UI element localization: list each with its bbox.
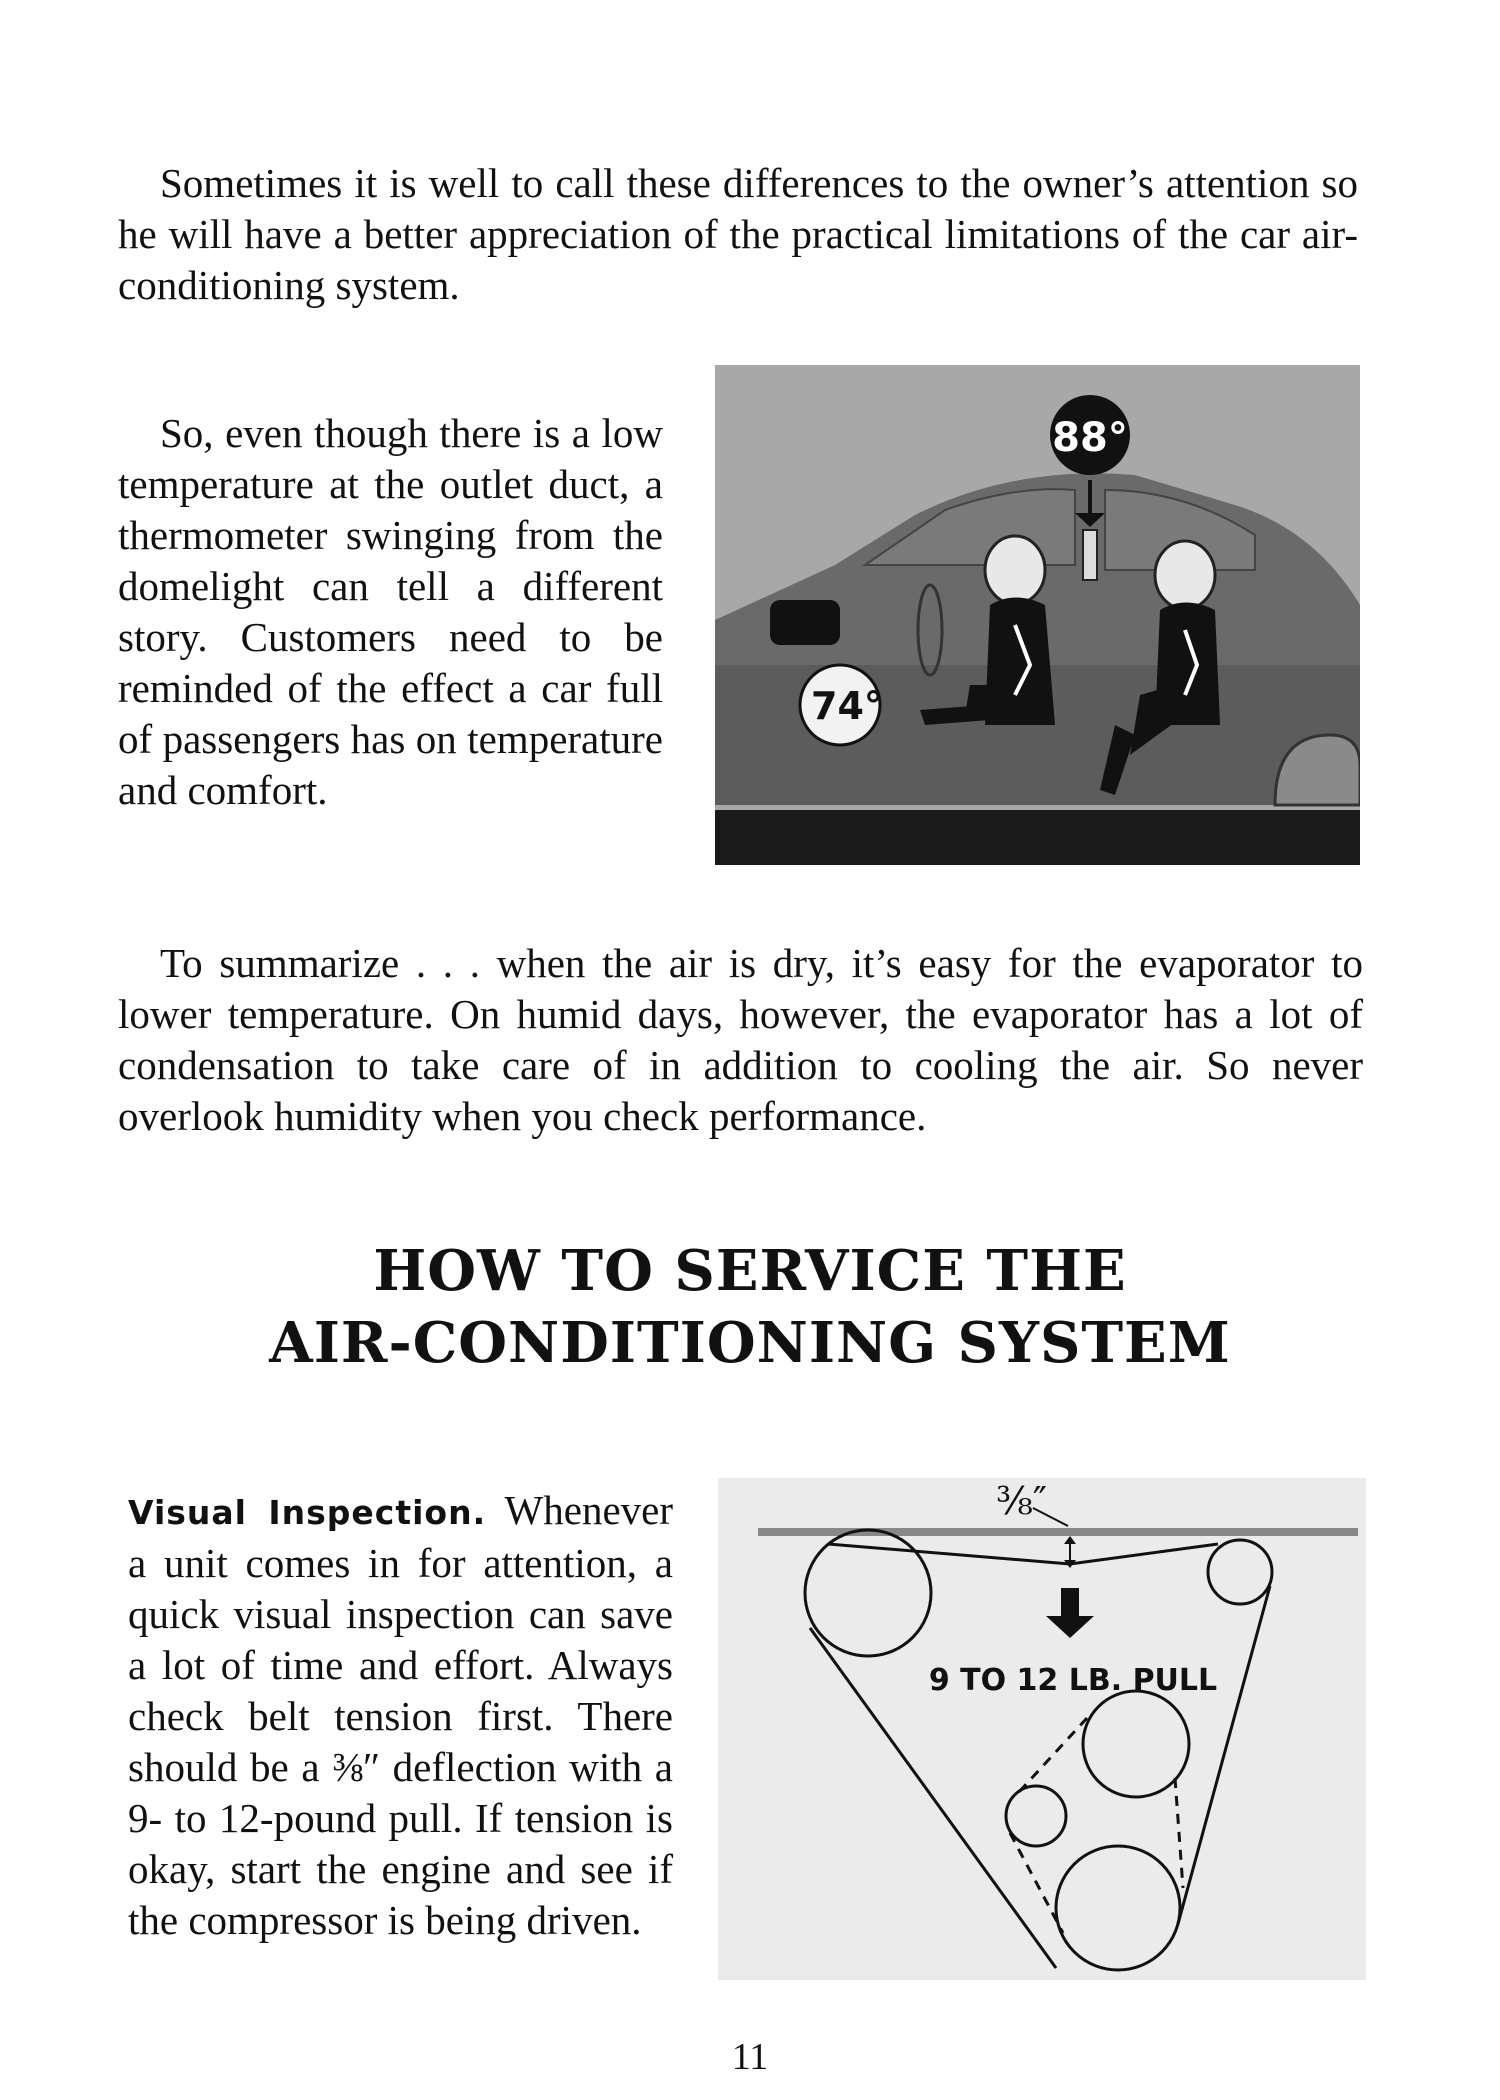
heading-line-2: AIR-CONDITIONING SYSTEM xyxy=(269,1310,1231,1376)
car-interior-illustration xyxy=(715,365,1360,865)
visual-inspection-paragraph xyxy=(128,1485,673,1946)
dome-temperature-label: 88° xyxy=(1052,415,1128,461)
visual-inspection-text: Whenever a unit comes in for attention, a quick visual inspection can save a lot of time and effort. Always check belt tension first. There should be a ⅜″ deflection with a 9- to 12-pound pull. If tension is okay, start the engine and see if the compressor is being driven. xyxy=(128,1487,673,1943)
page-number: 11 xyxy=(731,2036,769,2078)
intro-paragraph: Sometimes it is well to call these differences to the owner’s attention so he will have a better appreciation of the practical limitations of the car air-conditioning system. xyxy=(118,160,1358,308)
outlet-temperature-label: 74° xyxy=(811,684,883,728)
deflection-label: ⅜″ xyxy=(996,1479,1048,1523)
belt-diagram-svg xyxy=(718,1478,1366,1980)
thermometer-paragraph: So, even though there is a low temperature at the outlet duct, a thermometer swinging from the domelight can tell a different story. Customers need to be reminded of the effect a car full of passengers has on temperature and comfort. xyxy=(118,410,663,813)
pull-label: 9 TO 12 LB. PULL xyxy=(928,1663,1218,1698)
heading-line-1: HOW TO SERVICE THE xyxy=(373,1238,1127,1304)
section-heading xyxy=(0,1235,1500,1379)
visual-inspection-runin: Visual Inspection. xyxy=(128,1493,487,1532)
belt-tension-diagram xyxy=(718,1478,1366,1980)
summary-paragraph: To summarize . . . when the air is dry, it’s easy for the evaporator to lower temperature. On humid days, however, the evaporator has a lot of condensation to take care of in addition to cooling the air. So never overlook humidity when you check performance. xyxy=(118,940,1363,1139)
car-illustration-svg xyxy=(715,365,1360,865)
